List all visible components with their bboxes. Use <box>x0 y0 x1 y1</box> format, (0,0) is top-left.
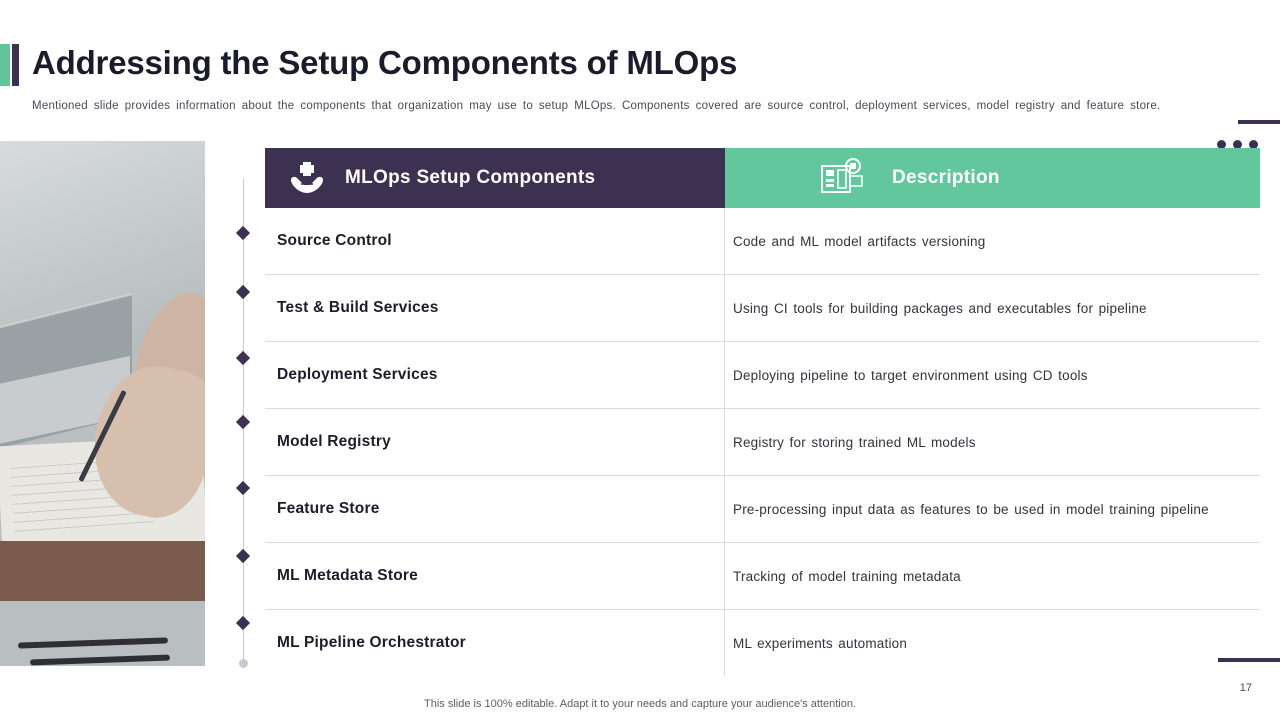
component-description: ML experiments automation <box>733 635 908 651</box>
table-header-row <box>265 148 1260 208</box>
page-title: Addressing the Setup Components of MLOps <box>32 44 738 81</box>
top-right-accent-strip <box>1238 120 1280 124</box>
row-marker-2 <box>236 285 250 299</box>
title-accent-dark <box>12 44 19 86</box>
component-name: Test & Build Services <box>265 275 725 341</box>
component-description: Deploying pipeline to target environment using CD tools <box>733 367 1088 383</box>
title-accent-green <box>0 44 10 86</box>
footer-note: This slide is 100% editable. Adapt it to your needs and capture your audience's attention. <box>424 698 856 710</box>
server-monitor-icon <box>820 158 866 198</box>
table-row <box>265 409 1260 476</box>
hands-gear-icon <box>287 160 327 196</box>
mlops-components-table <box>265 148 1260 676</box>
table-header-components-label: MLOps Setup Components <box>345 167 596 188</box>
row-marker-1 <box>236 226 250 240</box>
row-marker-3 <box>236 351 250 365</box>
table-header-components <box>265 148 725 208</box>
row-marker-6 <box>236 549 250 563</box>
component-name: Source Control <box>265 208 725 274</box>
page-number: 17 <box>1239 682 1252 694</box>
photo-pen-1 <box>18 637 168 648</box>
component-name: ML Metadata Store <box>265 543 725 609</box>
table-row <box>265 342 1260 409</box>
table-row <box>265 275 1260 342</box>
table-row <box>265 208 1260 275</box>
component-description: Using CI tools for building packages and executables for pipeline <box>733 300 1147 316</box>
table-row <box>265 543 1260 610</box>
photo-desk <box>0 541 205 601</box>
component-description: Registry for storing trained ML models <box>733 434 976 450</box>
component-name: ML Pipeline Orchestrator <box>265 610 725 676</box>
table-header-description-label: Description <box>892 167 1000 188</box>
connector-rail-end-dot <box>239 659 248 668</box>
photo-pen-2 <box>30 655 170 666</box>
row-marker-7 <box>236 616 250 630</box>
component-description: Code and ML model artifacts versioning <box>733 233 986 249</box>
table-row <box>265 610 1260 676</box>
component-name: Deployment Services <box>265 342 725 408</box>
component-description: Pre-processing input data as features to be used in model training pipeline <box>733 501 1209 517</box>
row-marker-4 <box>236 415 250 429</box>
component-description: Tracking of model training metadata <box>733 568 961 584</box>
title-area <box>0 18 1280 112</box>
side-photo <box>0 141 205 666</box>
table-header-description <box>725 148 1260 208</box>
row-marker-5 <box>236 481 250 495</box>
slide-subtitle: Mentioned slide provides information about the components that organization may use to setup MLOps. Components covered are source control, deployment services, model registry and feature store. <box>32 100 1161 112</box>
component-name: Feature Store <box>265 476 725 542</box>
component-name: Model Registry <box>265 409 725 475</box>
table-row <box>265 476 1260 543</box>
